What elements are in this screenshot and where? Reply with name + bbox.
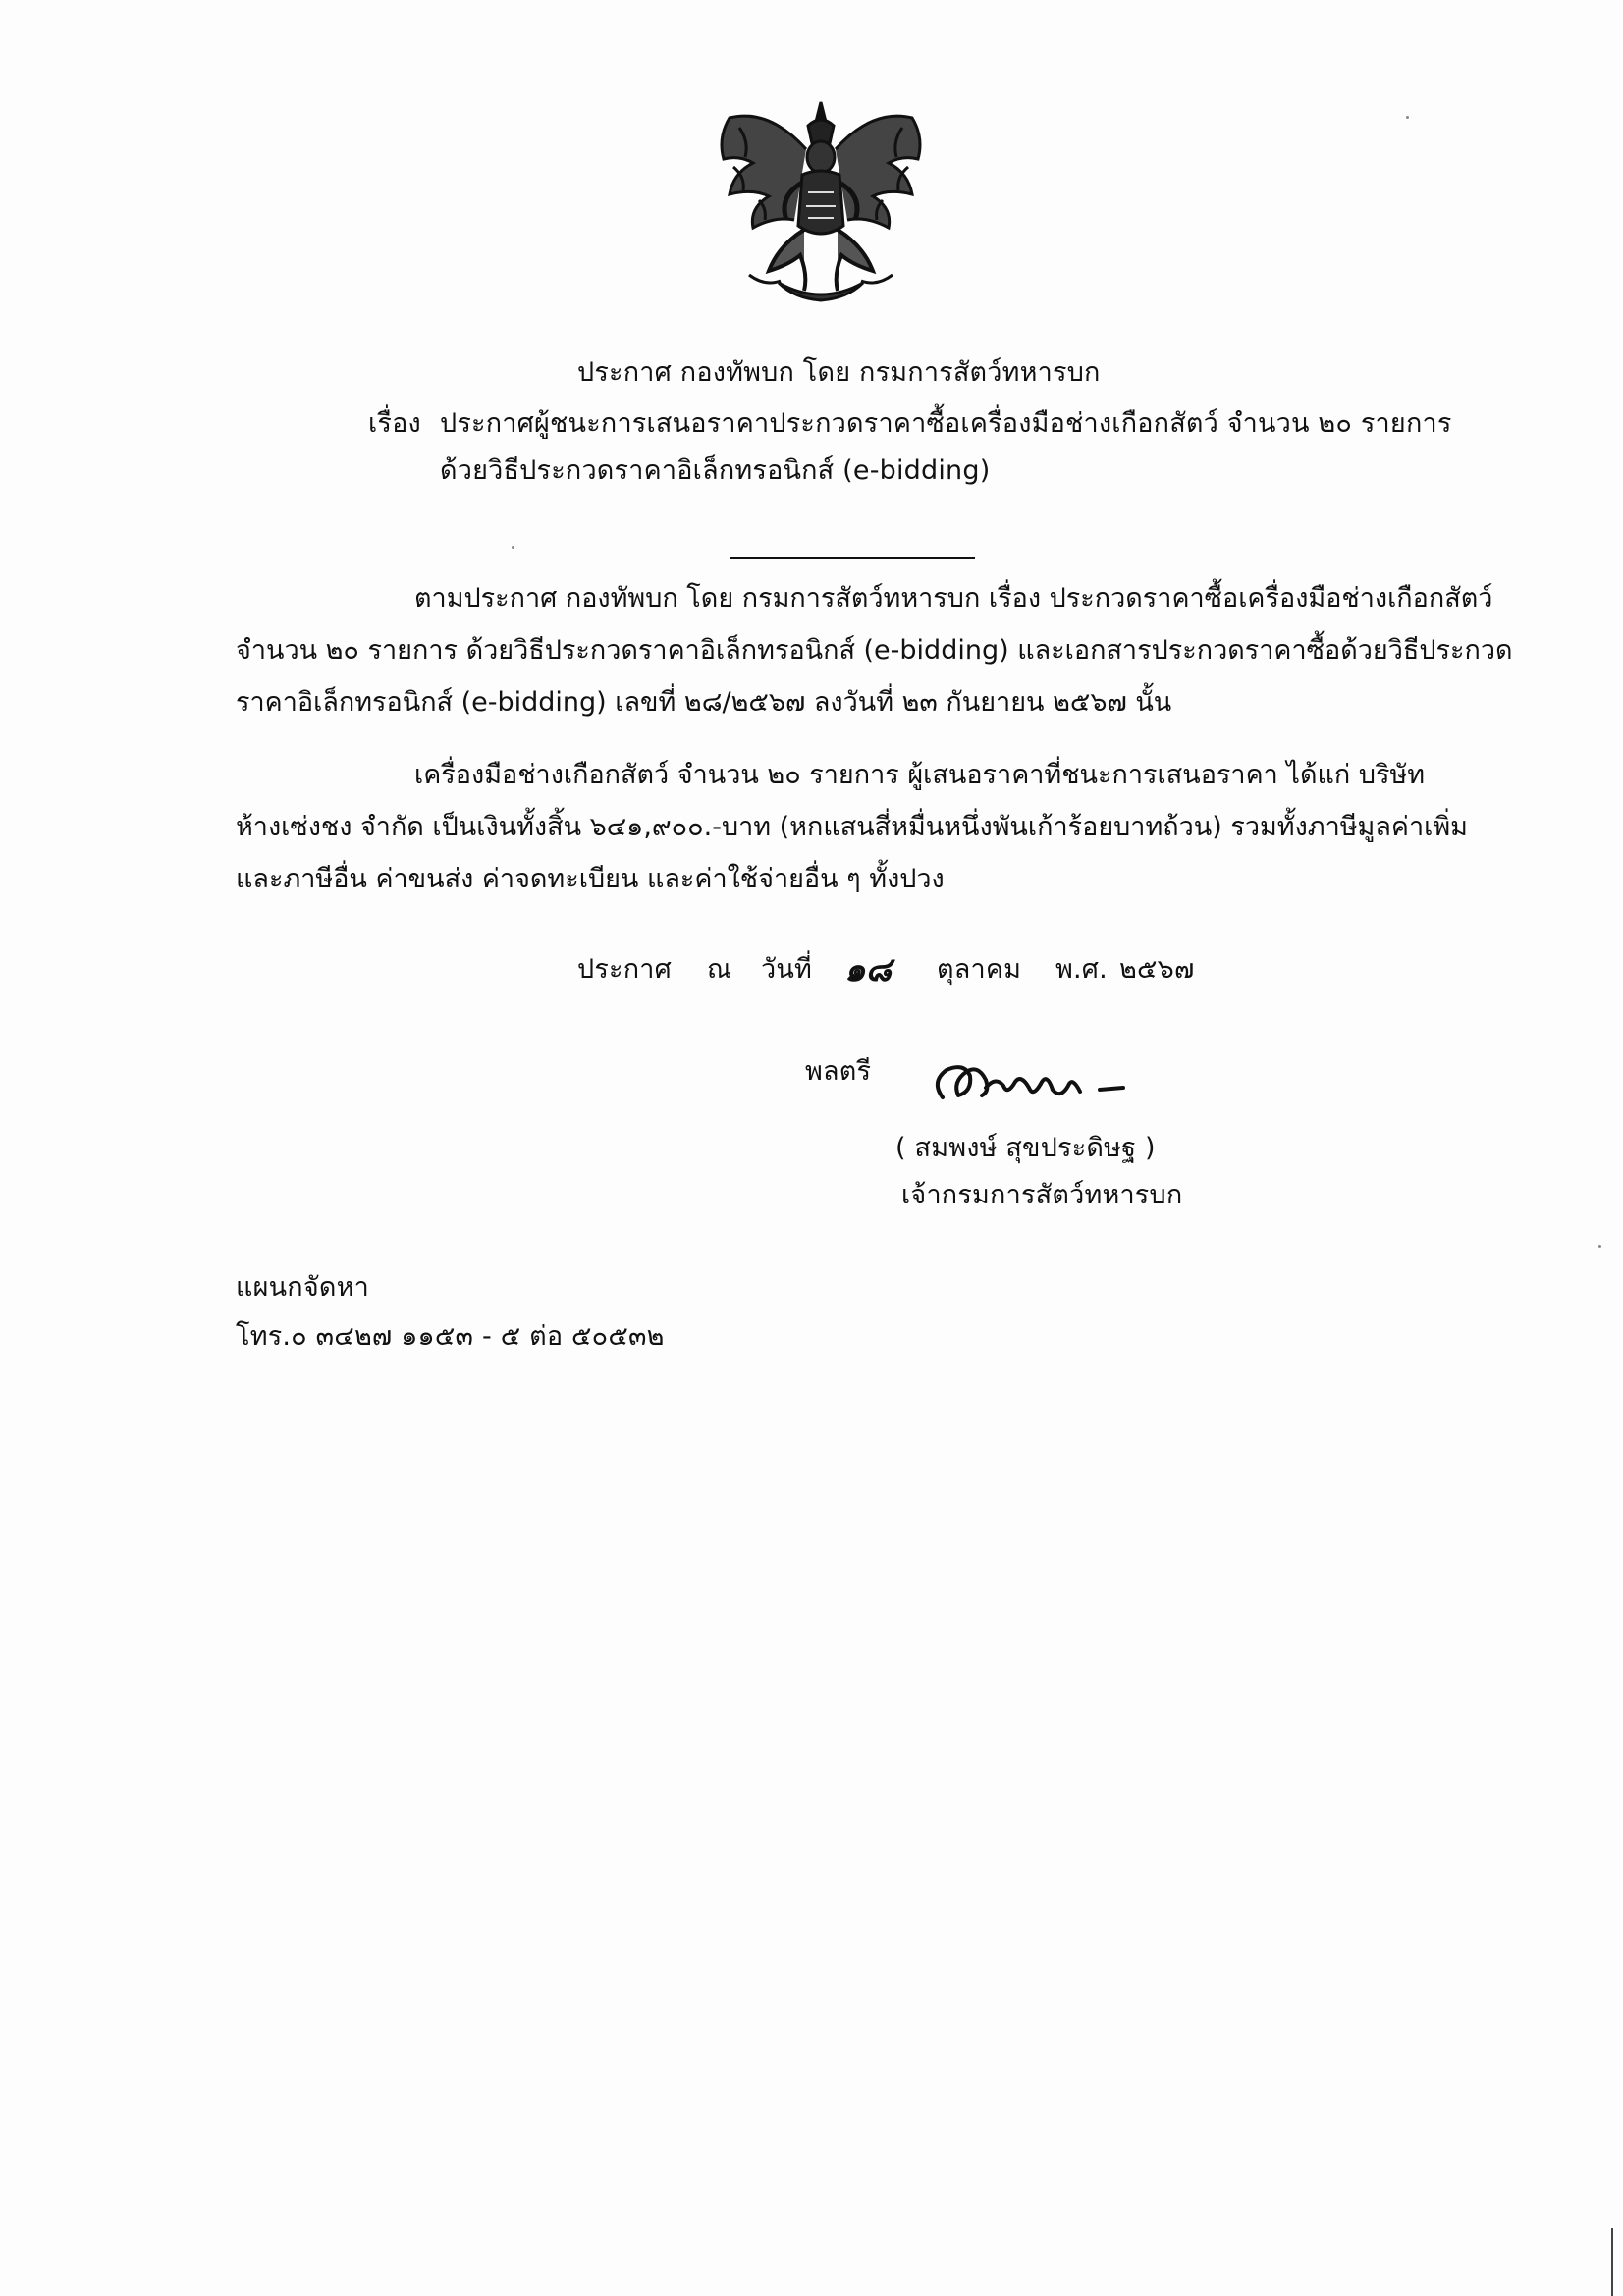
scan-speck <box>1406 116 1409 119</box>
subject-label: เรื่อง <box>368 408 421 439</box>
para2-line-3: และภาษีอื่น ค่าขนส่ง ค่าจดทะเบียน และค่าใช้จ่ายอื่น ๆ ทั้งปวง <box>236 864 945 894</box>
date-day-label: วันที่ <box>761 954 813 985</box>
announcement-line: ประกาศ กองทัพบก โดย กรมการสัตว์ทหารบก <box>577 357 1101 388</box>
para1-line-2: จำนวน ๒๐ รายการ ด้วยวิธีประกวดราคาอิเล็กทรอนิกส์ (e-bidding) และเอกสารประกวดราคาซื้อด้วยวิธีประกวด <box>236 635 1513 666</box>
footer-phone: โทร.๐ ๓๔๒๗ ๑๑๕๓ - ๕ ต่อ ๕๐๕๓๒ <box>236 1321 665 1352</box>
scan-speck <box>1598 1245 1601 1248</box>
date-at-label: ณ <box>707 954 732 985</box>
date-year: ๒๕๖๗ <box>1119 954 1195 985</box>
subject-line-2: ด้วยวิธีประกวดราคาอิเล็กทรอนิกส์ (e-bidding) <box>440 455 991 486</box>
garuda-emblem-icon <box>710 98 932 306</box>
signature-rank: พลตรี <box>805 1056 872 1087</box>
handwritten-signature <box>913 1052 1149 1111</box>
date-era: พ.ศ. <box>1055 954 1108 985</box>
date-announced-label: ประกาศ <box>577 954 672 985</box>
scan-speck <box>512 546 514 549</box>
title-divider <box>730 557 975 559</box>
subject-line-1: ประกาศผู้ชนะการเสนอราคาประกวดราคาซื้อเครื่องมือช่างเกือกสัตว์ จำนวน ๒๐ รายการ <box>440 408 1452 439</box>
signatory-position: เจ้ากรมการสัตว์ทหารบก <box>901 1180 1183 1210</box>
date-day-handwritten: ๑๘ <box>844 950 892 989</box>
para2-line-1: เครื่องมือช่างเกือกสัตว์ จำนวน ๒๐ รายการ ผู้เสนอราคาที่ชนะการเสนอราคา ได้แก่ บริษัท <box>414 760 1426 790</box>
signatory-name: ( สมพงษ์ สุขประดิษฐ ) <box>895 1133 1156 1163</box>
scan-edge-line <box>1611 2228 1613 2296</box>
footer-department: แผนกจัดหา <box>236 1272 369 1303</box>
para1-line-3: ราคาอิเล็กทรอนิกส์ (e-bidding) เลขที่ ๒๘/๒๕๖๗ ลงวันที่ ๒๓ กันยายน ๒๕๖๗ นั้น <box>236 687 1172 718</box>
para1-line-1: ตามประกาศ กองทัพบก โดย กรมการสัตว์ทหารบก เรื่อง ประกวดราคาซื้อเครื่องมือช่างเกือกสัตว์ <box>414 583 1493 614</box>
date-month: ตุลาคม <box>937 954 1022 985</box>
para2-line-2: ห้างเซ่งชง จำกัด เป็นเงินทั้งสิ้น ๖๔๑,๙๐๐.-บาท (หกแสนสี่หมื่นหนึ่งพันเก้าร้อยบาทถ้วน) รวมทั้งภาษีมูลค่าเพิ่ม <box>236 812 1468 842</box>
